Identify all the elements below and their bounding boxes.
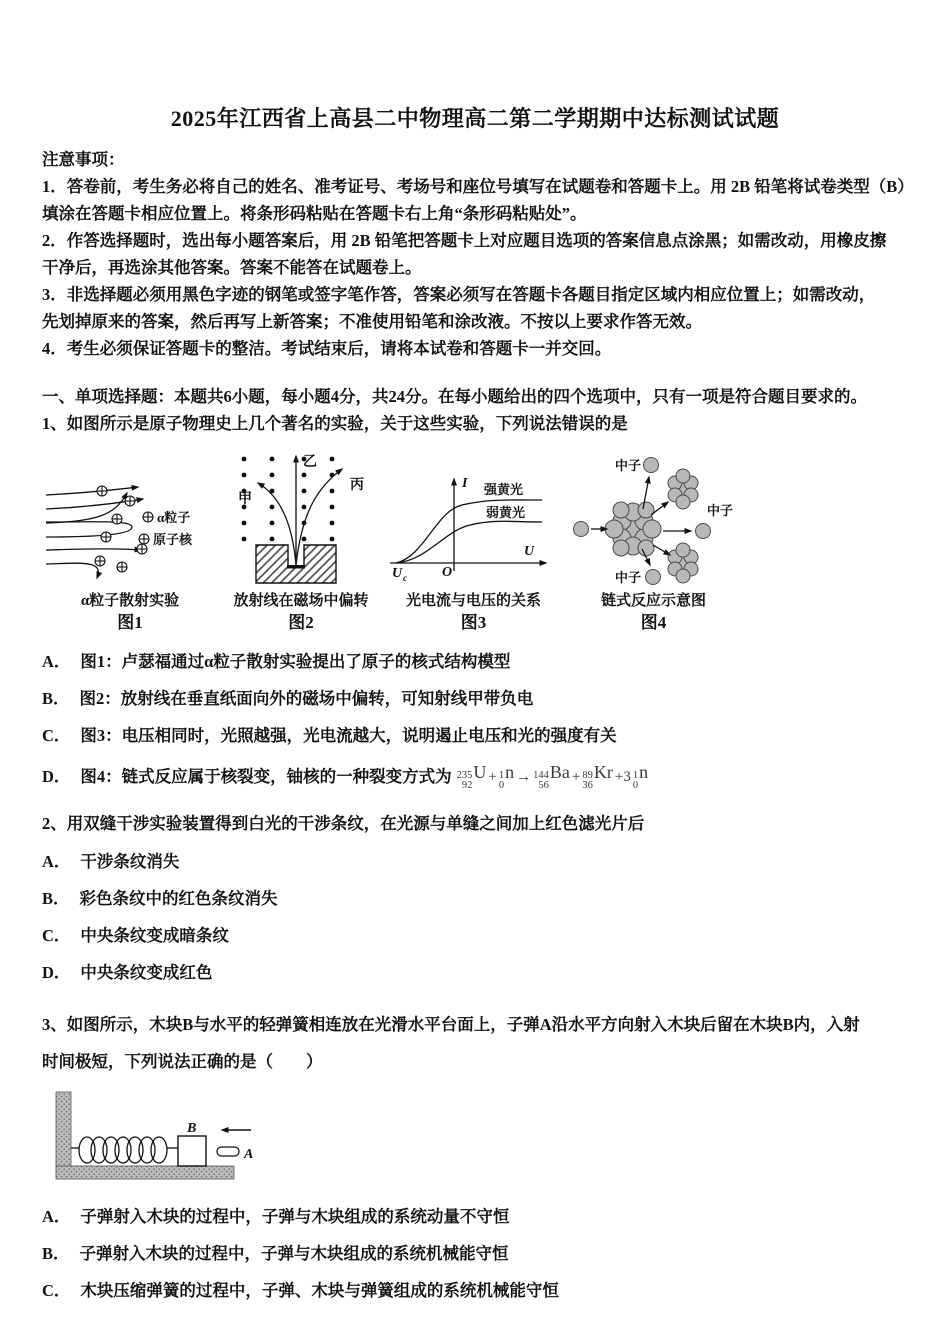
option-key: C．	[42, 1281, 71, 1300]
q2-option-c	[42, 925, 908, 947]
option-text: 子弹射入木块的过程中，子弹与木块组成的系统机械能守恒	[79, 1244, 509, 1263]
option-text: 子弹射入木块的过程中，子弹与木块组成的系统动量不守恒	[80, 1207, 510, 1226]
q1-option-c	[42, 725, 908, 747]
question1-stem: 1、如图所示是原子物理史上几个著名的实验，关于这些实验，下列说法错误的是	[42, 414, 628, 433]
option-text: 木块压缩弹簧的过程中，子弹、木块与弹簧组成的系统机械能守恒	[80, 1281, 559, 1300]
notice-line: 3．非选择题必须用黑色字迹的钢笔或签字笔作答，答案必须写在答题卡各题目指定区域内相应位置上；如需改动，	[42, 285, 876, 304]
question3-stem-line2: 时间极短，下列说法正确的是（ ）	[42, 1052, 323, 1071]
figure4-chain-reaction	[571, 451, 736, 635]
figure4-label: 图4	[640, 613, 667, 632]
q1-option-a	[42, 651, 908, 673]
notice-line: 干净后，再选涂其他答案。答案不能答在试题卷上。	[42, 258, 422, 277]
figure3-caption: 光电流与电压的关系	[405, 593, 541, 609]
q3-option-a	[42, 1206, 908, 1228]
figure1-caption: α粒子散射实验	[80, 593, 180, 609]
notice-section	[42, 146, 914, 362]
question3-stem-line1: 3、如图所示，木块B与水平的轻弹簧相连放在光滑水平台面上，子弹A沿水平方向射入木块后留在木块B内，入射	[42, 1015, 860, 1034]
figure1-alpha-scattering	[44, 477, 216, 635]
block-b-label: B	[187, 1121, 197, 1136]
option-text: 干涉条纹消失	[80, 852, 180, 871]
ray-left-label: 甲	[238, 492, 252, 507]
option-key: A．	[42, 852, 71, 871]
neutron-right-label: 中子	[707, 503, 734, 518]
figure3-photocurrent-voltage	[386, 471, 561, 635]
question2	[42, 811, 908, 984]
notice-line: 2．作答选择题时，选出每小题答案后，用 2B 铅笔把答题卡上对应题目选项的答案信息点涂黑；如需改动，用橡皮擦	[42, 231, 887, 250]
figure1-label: 图1	[117, 613, 143, 632]
option-text: 图4：链式反应属于核裂变，铀核的一种裂变方式为	[80, 766, 452, 786]
option-text: 图3：电压相同时，光照越强，光电流越大，说明遏止电压和光的强度有关	[80, 726, 617, 745]
notice-line: 1．答卷前，考生务必将自己的姓名、准考证号、考场号和座位号填写在试题卷和答题卡上。用 2B 铅笔将试卷类型（B）	[42, 177, 914, 196]
q1-option-b	[42, 688, 908, 710]
nuclear-fission-equation: 235 92 U + 1 0 n → 144 56 Ba + 89 36 Kr +3 1 0 n	[456, 762, 649, 791]
origin-label: O	[442, 565, 453, 580]
alpha-scattering-diagram	[44, 477, 216, 589]
option-key: C．	[42, 926, 71, 945]
q3-option-b	[42, 1243, 908, 1265]
question1-options	[42, 651, 908, 791]
option-key: D．	[42, 963, 71, 982]
stopping-voltage-subscript: c	[403, 573, 407, 583]
magnetic-deflection-diagram	[226, 449, 376, 589]
option-text: 中央条纹变成暗条纹	[80, 926, 229, 945]
question3-figure	[48, 1088, 908, 1188]
question2-options	[42, 851, 908, 984]
figure4-caption: 链式反应示意图	[600, 593, 706, 609]
radioactive-source	[287, 565, 305, 569]
option-text: 彩色条纹中的红色条纹消失	[79, 889, 278, 908]
option-key: C．	[42, 726, 71, 745]
option-text: 图1：卢瑟福通过α粒子散射实验提出了原子的核式结构模型	[80, 652, 511, 671]
notice-heading: 注意事项：	[42, 150, 125, 169]
q2-option-a	[42, 851, 908, 873]
chain-reaction-diagram	[571, 451, 736, 589]
q1-option-d	[42, 762, 908, 791]
q2-option-b	[42, 888, 908, 910]
page-title: 2025年江西省上高县二中物理高二第二学期期中达标测试试题	[170, 106, 780, 131]
photocurrent-graph	[386, 471, 561, 589]
notice-line: 先划掉原来的答案，然后再写上新答案；不准使用铅笔和涂改液。不按以上要求作答无效。	[42, 312, 702, 331]
voltage-axis-label: U	[524, 544, 535, 559]
spring	[71, 1137, 178, 1163]
option-text: 图2：放射线在垂直纸面向外的磁场中偏转，可知射线甲带负电	[79, 689, 534, 708]
figure2-label: 图2	[288, 613, 314, 632]
wall	[56, 1092, 71, 1170]
weak-light-label: 弱黄光	[486, 505, 526, 520]
q3-option-c	[42, 1280, 908, 1302]
neutron-top-label: 中子	[615, 458, 642, 473]
option-key: B．	[42, 689, 70, 708]
bullet-a-label: A	[244, 1147, 254, 1162]
fragment-cluster-bottom	[668, 543, 698, 583]
option-key: D．	[42, 766, 71, 786]
question3-options	[42, 1206, 908, 1302]
figure2-magnetic-deflection	[226, 449, 376, 635]
option-key: A．	[42, 652, 71, 671]
field-dots	[242, 457, 335, 542]
notice-line: 4．考生必须保证答题卡的整洁。考试结束后，请将本试卷和答题卡一并交回。	[42, 339, 612, 358]
block-b	[178, 1136, 206, 1166]
notice-line: 填涂在答题卡相应位置上。将条形码粘贴在答题卡右上角“条形码粘贴处”。	[42, 204, 587, 223]
alpha-particle-annotation: α粒子	[157, 510, 191, 525]
q2-option-d	[42, 962, 908, 984]
question2-stem: 2、用双缝干涉实验装置得到白光的干涉条纹，在光源与单缝之间加上红色滤光片后	[42, 814, 645, 833]
ray-right-label: 丙	[350, 478, 364, 493]
option-text: 中央条纹变成红色	[80, 963, 213, 982]
table-surface	[56, 1166, 234, 1179]
ray-up-label: 乙	[303, 455, 317, 470]
question3	[42, 1006, 908, 1302]
figure2-caption: 放射线在磁场中偏转	[233, 593, 369, 609]
spring-block-bullet-diagram	[48, 1088, 263, 1183]
question1-figure-row	[44, 449, 908, 635]
big-nucleus-cluster	[605, 502, 661, 556]
option-key: B．	[42, 1244, 70, 1263]
strong-light-label: 强黄光	[484, 482, 524, 497]
question3-stem	[42, 1006, 908, 1080]
fragment-cluster-top	[668, 469, 698, 509]
section-heading: 一、单项选择题：本题共6小题，每小题4分，共24分。在每小题给出的四个选项中，只有一项是符合题目要求的。	[42, 387, 867, 406]
nucleus-annotation: 原子核	[153, 532, 193, 547]
option-key: B．	[42, 889, 70, 908]
current-axis-label: I	[462, 476, 468, 491]
stopping-voltage-label: U	[392, 566, 403, 581]
figure3-label: 图3	[460, 613, 487, 632]
neutron-bottom-label: 中子	[615, 570, 642, 585]
bullet-a	[217, 1147, 239, 1156]
option-key: A．	[42, 1207, 71, 1226]
